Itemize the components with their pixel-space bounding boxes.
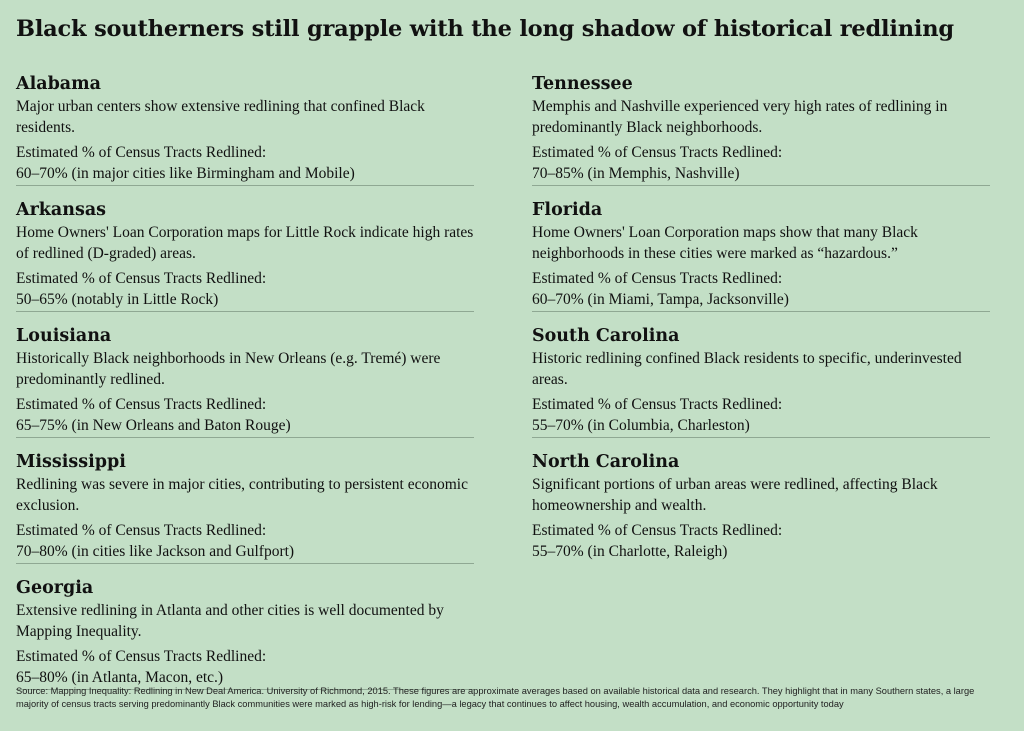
state-name: Alabama <box>16 74 101 94</box>
state-name: Florida <box>532 200 603 220</box>
estimate-value: 70–80% (in cities like Jackson and Gulfport) <box>16 543 295 560</box>
estimate-label: Estimated % of Census Tracts Redlined: <box>532 396 783 413</box>
estimate-value: 65–80% (in Atlanta, Macon, etc.) <box>16 669 224 686</box>
right-column <box>532 72 990 575</box>
state-name: South Carolina <box>532 326 680 346</box>
page-title: Black southerners still grapple with the long shadow of historical redlining <box>16 16 954 42</box>
state-name: Louisiana <box>16 326 112 346</box>
estimate-value: 70–85% (in Memphis, Nashville) <box>532 165 740 182</box>
state-entry-louisiana <box>16 324 474 438</box>
state-description: Major urban centers show extensive redlining that confined Black residents. <box>16 98 425 136</box>
state-entry-north-carolina <box>532 450 990 563</box>
estimate-label: Estimated % of Census Tracts Redlined: <box>532 522 783 539</box>
state-entry-arkansas <box>16 198 474 312</box>
state-description: Historic redlining confined Black residents to specific, underinvested areas. <box>532 350 962 388</box>
left-column <box>16 72 474 702</box>
estimate-value: 60–70% (in Miami, Tampa, Jacksonville) <box>532 291 789 308</box>
estimate-label: Estimated % of Census Tracts Redlined: <box>532 144 783 161</box>
state-description: Extensive redlining in Atlanta and other cities is well documented by Mapping Inequality. <box>16 602 444 640</box>
state-name: Arkansas <box>16 200 107 220</box>
estimate-value: 55–70% (in Charlotte, Raleigh) <box>532 543 728 560</box>
state-description: Home Owners' Loan Corporation maps show that many Black neighborhoods in these cities were marked as “hazardous.” <box>532 224 918 262</box>
estimate-label: Estimated % of Census Tracts Redlined: <box>16 396 267 413</box>
state-description: Memphis and Nashville experienced very high rates of redlining in predominantly Black neighborhoods. <box>532 98 948 136</box>
state-entry-mississippi <box>16 450 474 564</box>
state-entry-south-carolina <box>532 324 990 438</box>
estimate-label: Estimated % of Census Tracts Redlined: <box>16 648 267 665</box>
estimate-label: Estimated % of Census Tracts Redlined: <box>16 522 267 539</box>
source-note: Source: Mapping Inequality: Redlining in New Deal America. University of Richmond, 2015. These figures are approximate averages based on available historical data and research. They highlight that in many Southern states, a large majority of census tracts serving predominantly Black communities were marked as high-risk for lending—a legacy that continues to affect housing, wealth accumulation, and economic opportunity today <box>16 686 975 709</box>
estimate-value: 60–70% (in major cities like Birmingham and Mobile) <box>16 165 355 182</box>
state-entry-florida <box>532 198 990 312</box>
estimate-value: 65–75% (in New Orleans and Baton Rouge) <box>16 417 291 434</box>
estimate-label: Estimated % of Census Tracts Redlined: <box>532 270 783 287</box>
state-entry-alabama <box>16 72 474 186</box>
state-entry-georgia <box>16 576 474 690</box>
estimate-label: Estimated % of Census Tracts Redlined: <box>16 270 267 287</box>
state-description: Redlining was severe in major cities, contributing to persistent economic exclusion. <box>16 476 468 514</box>
state-description: Home Owners' Loan Corporation maps for Little Rock indicate high rates of redlined (D-graded) areas. <box>16 224 474 262</box>
state-entry-tennessee <box>532 72 990 186</box>
state-name: Tennessee <box>532 74 633 94</box>
state-name: North Carolina <box>532 452 680 472</box>
estimate-label: Estimated % of Census Tracts Redlined: <box>16 144 267 161</box>
state-description: Significant portions of urban areas were redlined, affecting Black homeownership and wealth. <box>532 476 938 514</box>
state-name: Mississippi <box>16 452 126 472</box>
state-name: Georgia <box>16 578 94 598</box>
state-description: Historically Black neighborhoods in New Orleans (e.g. Tremé) were predominantly redlined. <box>16 350 441 388</box>
estimate-value: 50–65% (notably in Little Rock) <box>16 291 219 308</box>
estimate-value: 55–70% (in Columbia, Charleston) <box>532 417 750 434</box>
